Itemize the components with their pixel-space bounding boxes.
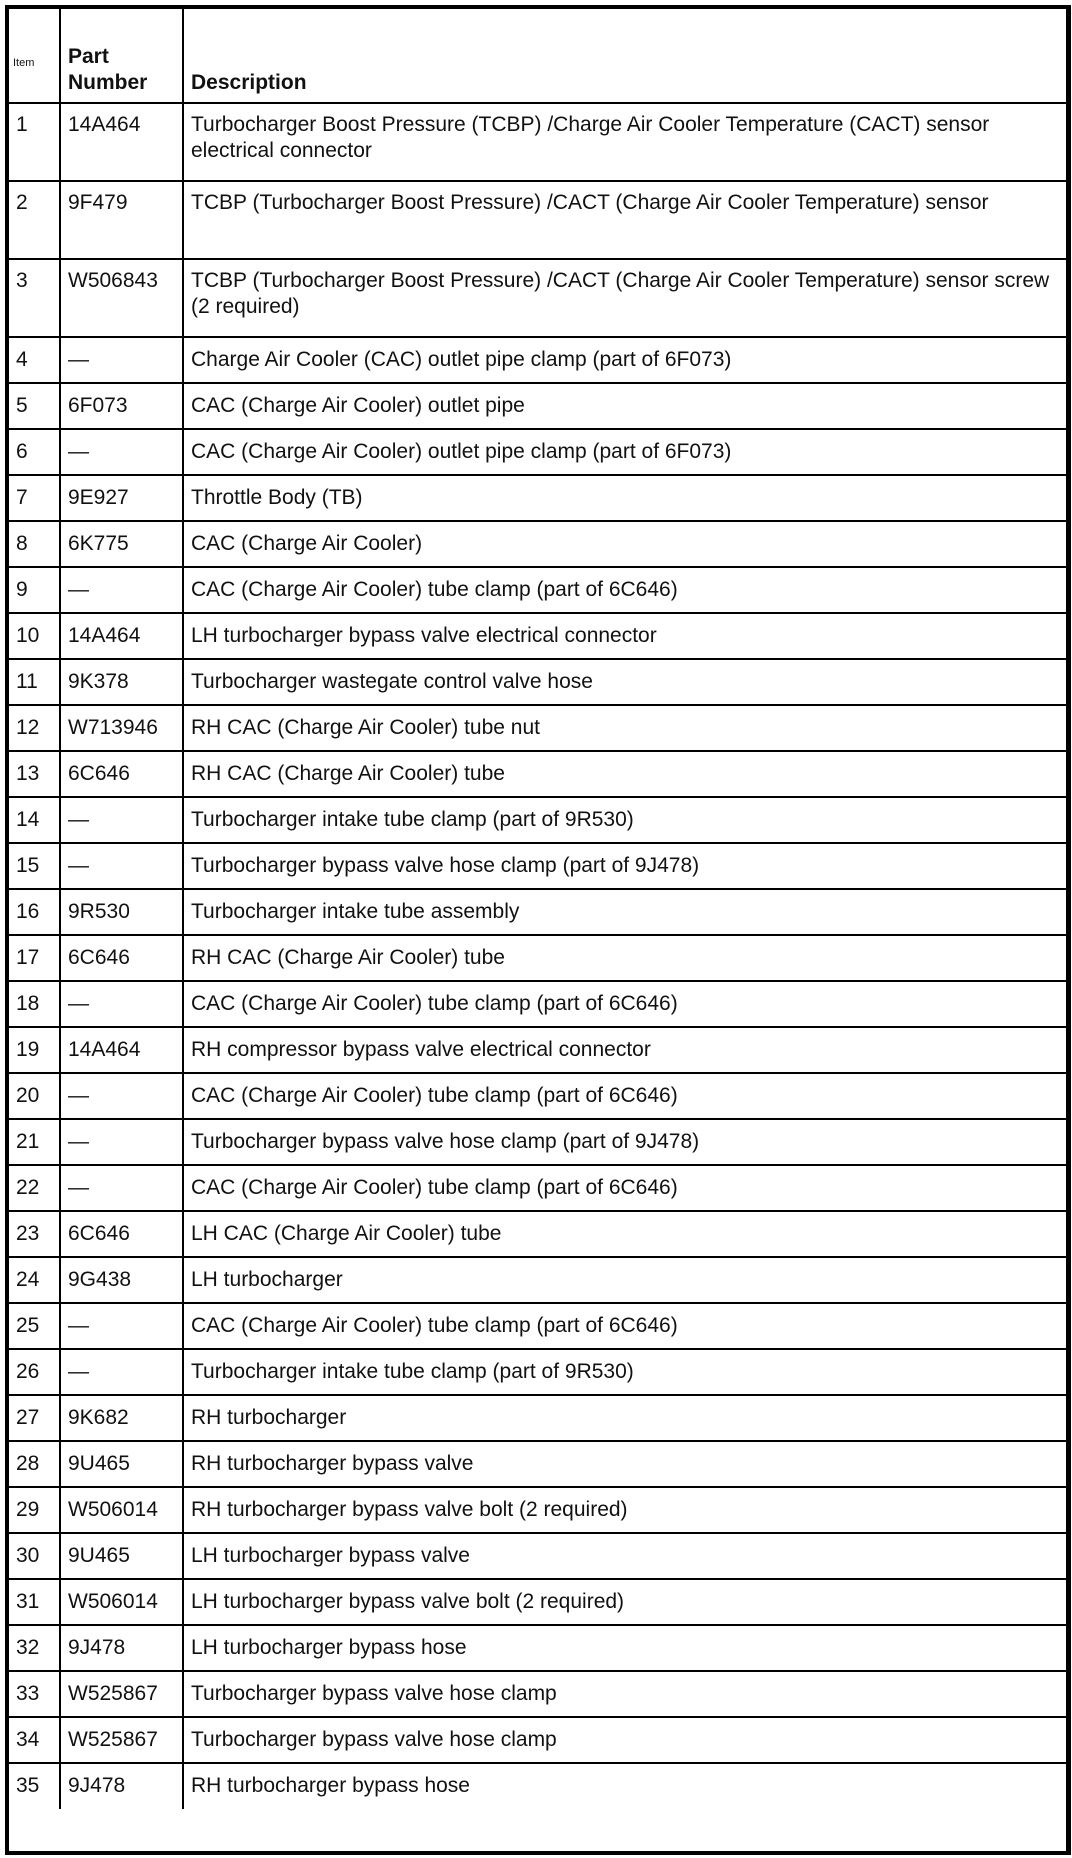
item-cell: 2 — [9, 181, 60, 259]
description-cell: RH CAC (Charge Air Cooler) tube — [183, 751, 1066, 797]
item-cell: 19 — [9, 1027, 60, 1073]
item-cell: 10 — [9, 613, 60, 659]
description-cell: Charge Air Cooler (CAC) outlet pipe clamp (part of 6F073) — [183, 337, 1066, 383]
part-number-cell: 9J478 — [60, 1763, 183, 1809]
part-number-cell: 6C646 — [60, 935, 183, 981]
part-number-cell: 14A464 — [60, 1027, 183, 1073]
table-row — [9, 259, 1066, 337]
description-cell: LH turbocharger bypass valve bolt (2 required) — [183, 1579, 1066, 1625]
part-number-cell: W506014 — [60, 1579, 183, 1625]
part-number-cell: W525867 — [60, 1671, 183, 1717]
part-number-cell: — — [60, 1073, 183, 1119]
table-row — [9, 1119, 1066, 1165]
item-cell: 27 — [9, 1395, 60, 1441]
description-cell: Turbocharger intake tube clamp (part of 9R530) — [183, 797, 1066, 843]
parts-table-frame — [5, 5, 1071, 1855]
table-row — [9, 1579, 1066, 1625]
description-cell: CAC (Charge Air Cooler) tube clamp (part of 6C646) — [183, 1303, 1066, 1349]
header-part-number: Part Number — [60, 9, 183, 103]
table-row — [9, 1487, 1066, 1533]
part-number-cell: W506843 — [60, 259, 183, 337]
item-cell: 18 — [9, 981, 60, 1027]
description-cell: CAC (Charge Air Cooler) outlet pipe — [183, 383, 1066, 429]
item-cell: 13 — [9, 751, 60, 797]
table-row — [9, 1349, 1066, 1395]
table-row — [9, 1671, 1066, 1717]
table-row — [9, 1533, 1066, 1579]
part-number-cell: — — [60, 1119, 183, 1165]
item-cell: 12 — [9, 705, 60, 751]
table-row — [9, 797, 1066, 843]
part-number-cell: — — [60, 1303, 183, 1349]
part-number-cell: — — [60, 1349, 183, 1395]
description-cell: RH compressor bypass valve electrical connector — [183, 1027, 1066, 1073]
table-row — [9, 1441, 1066, 1487]
table-row — [9, 1303, 1066, 1349]
table-row — [9, 1027, 1066, 1073]
table-row — [9, 1257, 1066, 1303]
table-row — [9, 981, 1066, 1027]
description-cell: LH turbocharger bypass valve — [183, 1533, 1066, 1579]
item-cell: 14 — [9, 797, 60, 843]
part-number-cell: 6F073 — [60, 383, 183, 429]
header-item: Item — [9, 9, 60, 103]
item-cell: 1 — [9, 103, 60, 181]
description-cell: Turbocharger intake tube clamp (part of 9R530) — [183, 1349, 1066, 1395]
table-row — [9, 429, 1066, 475]
description-cell: Turbocharger bypass valve hose clamp (part of 9J478) — [183, 843, 1066, 889]
item-cell: 32 — [9, 1625, 60, 1671]
item-cell: 33 — [9, 1671, 60, 1717]
part-number-cell: 9R530 — [60, 889, 183, 935]
item-cell: 30 — [9, 1533, 60, 1579]
table-row — [9, 613, 1066, 659]
item-cell: 5 — [9, 383, 60, 429]
description-cell: Turbocharger Boost Pressure (TCBP) /Charge Air Cooler Temperature (CACT) sensor electrical connector — [183, 103, 1066, 181]
description-cell: RH turbocharger bypass valve bolt (2 required) — [183, 1487, 1066, 1533]
table-row — [9, 1395, 1066, 1441]
table-row — [9, 181, 1066, 259]
table-row — [9, 1165, 1066, 1211]
part-number-cell: 6C646 — [60, 1211, 183, 1257]
description-cell: RH turbocharger bypass valve — [183, 1441, 1066, 1487]
part-number-cell: 9K682 — [60, 1395, 183, 1441]
item-cell: 24 — [9, 1257, 60, 1303]
item-cell: 23 — [9, 1211, 60, 1257]
part-number-cell: — — [60, 337, 183, 383]
description-cell: LH CAC (Charge Air Cooler) tube — [183, 1211, 1066, 1257]
part-number-cell: — — [60, 429, 183, 475]
table-row — [9, 843, 1066, 889]
table-row — [9, 521, 1066, 567]
part-number-cell: — — [60, 567, 183, 613]
item-cell: 25 — [9, 1303, 60, 1349]
description-cell: LH turbocharger bypass valve electrical connector — [183, 613, 1066, 659]
part-number-cell: 9G438 — [60, 1257, 183, 1303]
description-cell: Turbocharger wastegate control valve hose — [183, 659, 1066, 705]
item-cell: 35 — [9, 1763, 60, 1809]
item-cell: 31 — [9, 1579, 60, 1625]
part-number-cell: 9F479 — [60, 181, 183, 259]
description-cell: RH CAC (Charge Air Cooler) tube — [183, 935, 1066, 981]
part-number-cell: 9U465 — [60, 1533, 183, 1579]
part-number-cell: — — [60, 797, 183, 843]
part-number-cell: 9E927 — [60, 475, 183, 521]
item-cell: 15 — [9, 843, 60, 889]
item-cell: 3 — [9, 259, 60, 337]
item-cell: 20 — [9, 1073, 60, 1119]
description-cell: Turbocharger bypass valve hose clamp (part of 9J478) — [183, 1119, 1066, 1165]
description-cell: CAC (Charge Air Cooler) tube clamp (part of 6C646) — [183, 1073, 1066, 1119]
part-number-cell: W713946 — [60, 705, 183, 751]
description-cell: LH turbocharger bypass hose — [183, 1625, 1066, 1671]
description-cell: Turbocharger bypass valve hose clamp — [183, 1717, 1066, 1763]
item-cell: 34 — [9, 1717, 60, 1763]
part-number-cell: — — [60, 981, 183, 1027]
item-cell: 26 — [9, 1349, 60, 1395]
item-cell: 8 — [9, 521, 60, 567]
table-row — [9, 889, 1066, 935]
description-cell: CAC (Charge Air Cooler) tube clamp (part of 6C646) — [183, 1165, 1066, 1211]
part-number-cell: W525867 — [60, 1717, 183, 1763]
header-description: Description — [183, 9, 1066, 103]
description-cell: Turbocharger intake tube assembly — [183, 889, 1066, 935]
description-cell: Throttle Body (TB) — [183, 475, 1066, 521]
description-cell: CAC (Charge Air Cooler) outlet pipe clamp (part of 6F073) — [183, 429, 1066, 475]
table-row — [9, 935, 1066, 981]
part-number-cell: 6C646 — [60, 751, 183, 797]
table-row — [9, 1073, 1066, 1119]
table-row — [9, 475, 1066, 521]
item-cell: 22 — [9, 1165, 60, 1211]
table-row — [9, 1211, 1066, 1257]
part-number-cell: 9J478 — [60, 1625, 183, 1671]
table-row — [9, 659, 1066, 705]
item-cell: 11 — [9, 659, 60, 705]
item-cell: 6 — [9, 429, 60, 475]
description-cell: Turbocharger bypass valve hose clamp — [183, 1671, 1066, 1717]
description-cell: TCBP (Turbocharger Boost Pressure) /CACT (Charge Air Cooler Temperature) sensor — [183, 181, 1066, 259]
part-number-cell: 9U465 — [60, 1441, 183, 1487]
table-row — [9, 1625, 1066, 1671]
item-cell: 4 — [9, 337, 60, 383]
table-row — [9, 383, 1066, 429]
table-row — [9, 1763, 1066, 1809]
description-cell: RH CAC (Charge Air Cooler) tube nut — [183, 705, 1066, 751]
header-row — [9, 9, 1066, 103]
table-row — [9, 337, 1066, 383]
part-number-cell: — — [60, 843, 183, 889]
description-cell: LH turbocharger — [183, 1257, 1066, 1303]
description-cell: CAC (Charge Air Cooler) tube clamp (part of 6C646) — [183, 567, 1066, 613]
item-cell: 17 — [9, 935, 60, 981]
description-cell: RH turbocharger bypass hose — [183, 1763, 1066, 1809]
item-cell: 21 — [9, 1119, 60, 1165]
item-cell: 16 — [9, 889, 60, 935]
description-cell: CAC (Charge Air Cooler) — [183, 521, 1066, 567]
part-number-cell: 14A464 — [60, 103, 183, 181]
part-number-cell: — — [60, 1165, 183, 1211]
description-cell: TCBP (Turbocharger Boost Pressure) /CACT (Charge Air Cooler Temperature) sensor screw (2 required) — [183, 259, 1066, 337]
description-cell: CAC (Charge Air Cooler) tube clamp (part of 6C646) — [183, 981, 1066, 1027]
table-row — [9, 1717, 1066, 1763]
part-number-cell: 14A464 — [60, 613, 183, 659]
item-cell: 28 — [9, 1441, 60, 1487]
parts-table — [9, 9, 1066, 1809]
part-number-cell: 6K775 — [60, 521, 183, 567]
table-row — [9, 751, 1066, 797]
item-cell: 29 — [9, 1487, 60, 1533]
table-row — [9, 705, 1066, 751]
part-number-cell: 9K378 — [60, 659, 183, 705]
table-row — [9, 567, 1066, 613]
table-row — [9, 103, 1066, 181]
item-cell: 7 — [9, 475, 60, 521]
description-cell: RH turbocharger — [183, 1395, 1066, 1441]
part-number-cell: W506014 — [60, 1487, 183, 1533]
item-cell: 9 — [9, 567, 60, 613]
